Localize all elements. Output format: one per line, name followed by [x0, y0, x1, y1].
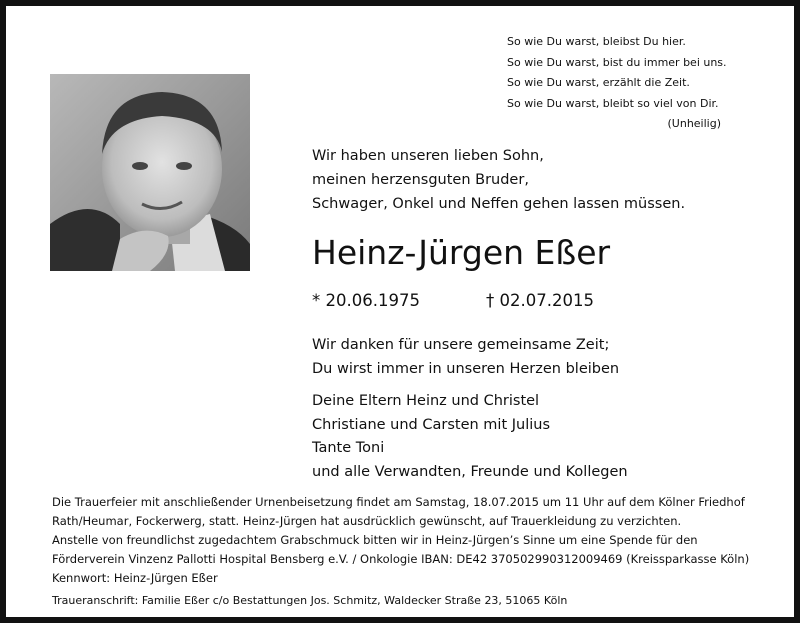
portrait-photo — [50, 74, 250, 271]
life-dates — [312, 287, 732, 315]
intro-line: Schwager, Onkel und Neffen gehen lassen müssen. — [312, 196, 686, 212]
birth-date: * 20.06.1975 — [312, 291, 420, 310]
thanks-line: Wir danken für unsere gemeinsame Zeit; — [312, 337, 610, 353]
family-line: Tante Toni — [312, 440, 385, 456]
info-line: Rath/Heumar, Fockerwerg, statt. Heinz-Jürgen hat ausdrücklich gewünscht, auf Trauerkleidung zu verzichten. — [52, 514, 682, 528]
family-line: Deine Eltern Heinz und Christel — [312, 393, 540, 409]
thanks-text — [312, 333, 752, 381]
portrait-photo-drawing — [50, 74, 250, 271]
poem-line: So wie Du warst, bleibt so viel von Dir. — [507, 96, 719, 110]
family-line: und alle Verwandten, Freunde und Kollegen — [312, 463, 628, 480]
funeral-info — [52, 493, 764, 588]
deceased-name: Heinz-Jürgen Eßer — [312, 233, 611, 272]
intro-line: meinen herzensguten Bruder, — [312, 172, 529, 188]
intro-text — [312, 144, 732, 216]
mourning-address: Traueranschrift: Familie Eßer c/o Bestattungen Jos. Schmitz, Waldecker Straße 23, 51065 Köln — [52, 594, 568, 607]
info-line: Die Trauerfeier mit anschließender Urnenbeisetzung findet am Samstag, 18.07.2015 um 11 Uhr auf dem Kölner Friedhof — [52, 495, 745, 509]
family-line: Christiane und Carsten mit Julius — [312, 416, 551, 433]
info-line: Förderverein Vinzenz Pallotti Hospital Bensberg e.V. / Onkologie IBAN: DE42 370502990312009469 (Kreissparkasse Köln) — [52, 552, 750, 566]
intro-line: Wir haben unseren lieben Sohn, — [312, 148, 544, 164]
poem-quote — [507, 32, 747, 135]
poem-line: So wie Du warst, bleibst Du hier. — [507, 35, 686, 48]
poem-line: So wie Du warst, erzählt die Zeit. — [507, 76, 690, 89]
family-signatures — [312, 390, 752, 484]
poem-author: (Unheilig) — [667, 117, 721, 130]
info-line: Kennwort: Heinz-Jürgen Eßer — [52, 571, 218, 585]
info-line: Anstelle von freundlichst zugedachtem Grabschmuck bitten wir in Heinz-Jürgen’s Sinne um eine Spende für den — [52, 533, 698, 547]
death-date: † 02.07.2015 — [486, 291, 594, 310]
poem-line: So wie Du warst, bist du immer bei uns. — [507, 55, 727, 69]
thanks-line: Du wirst immer in unseren Herzen bleiben — [312, 361, 620, 377]
